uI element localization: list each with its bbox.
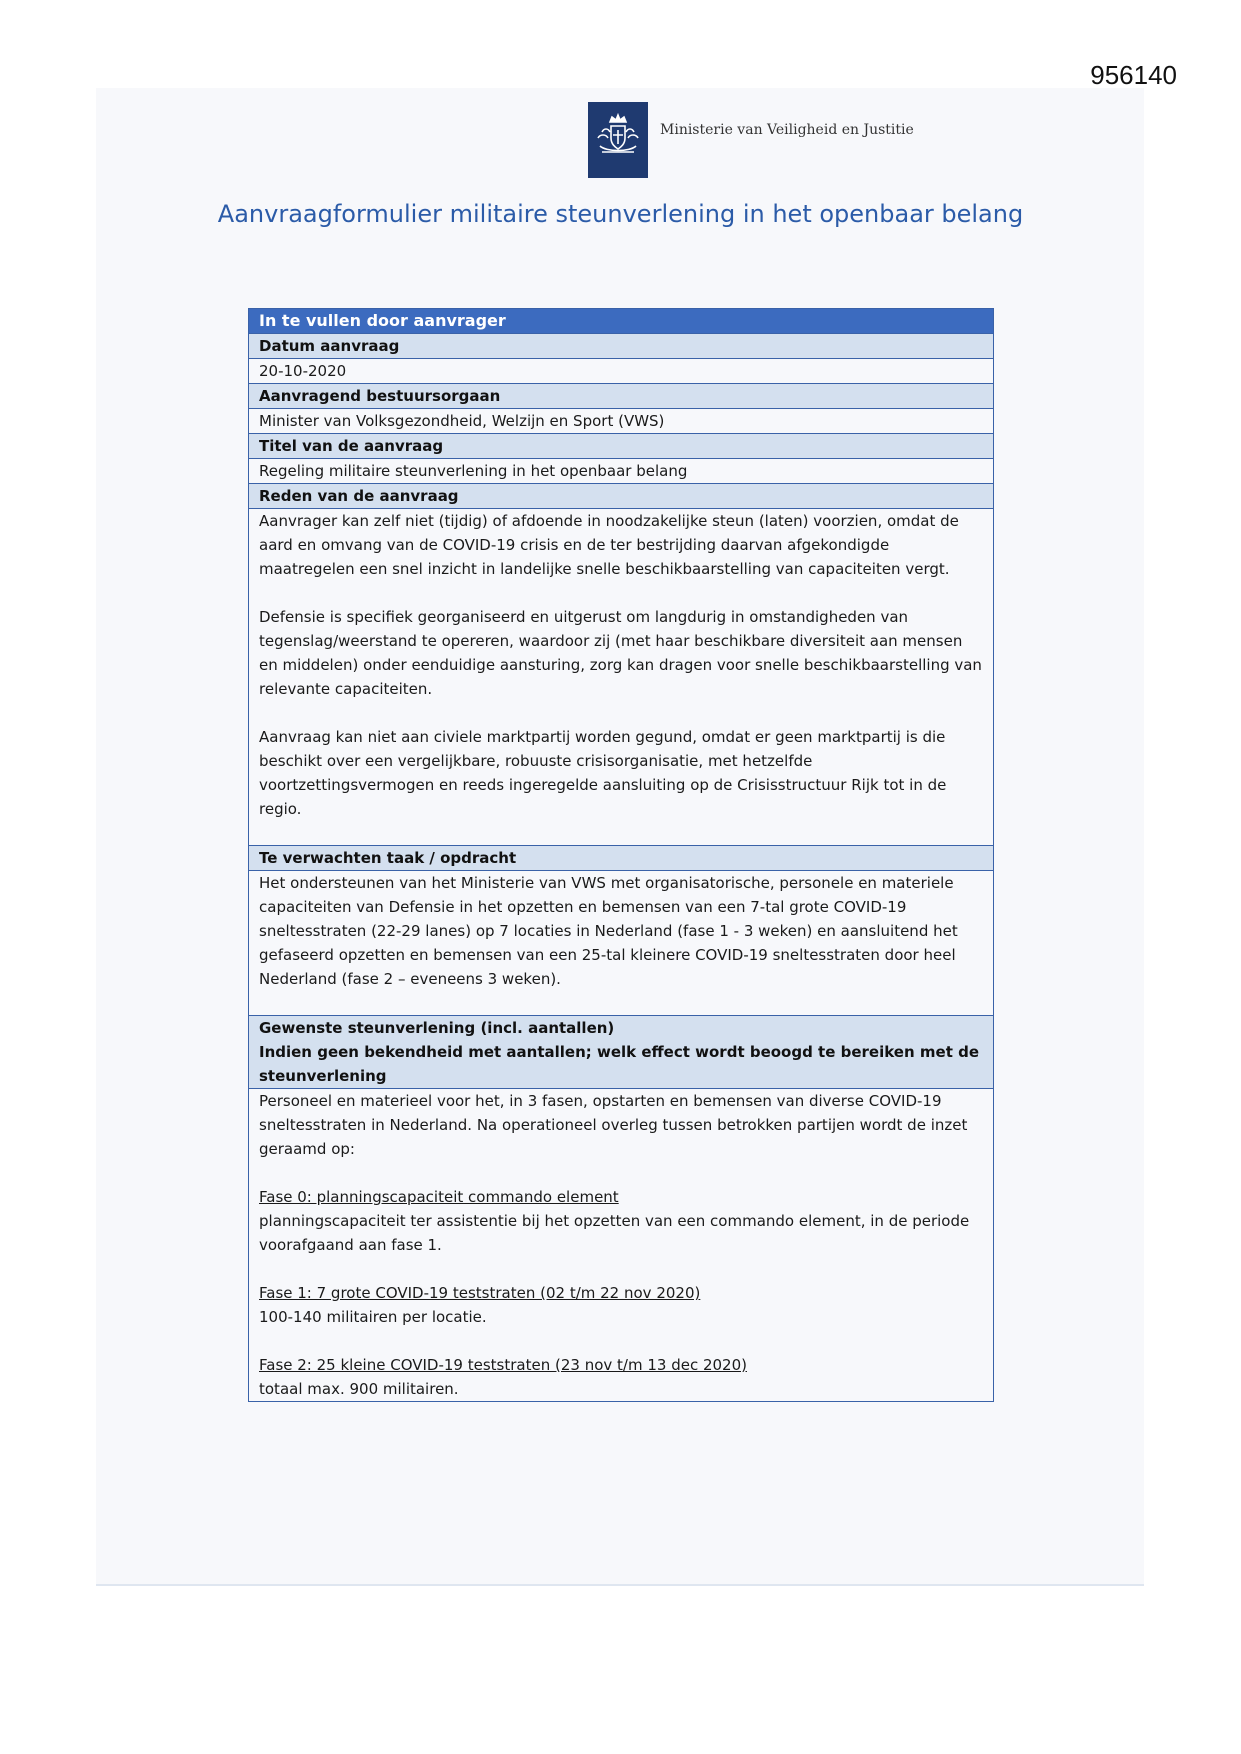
support-label-line: Gewenste steunverlening (incl. aantallen) [259,1019,615,1037]
support-value [249,1089,993,1401]
phase-text: planningscapaciteit ter assistentie bij het opzetten van een commando element, in de periode voorafgaand aan fase 1. [259,1212,970,1254]
scan-edge-line [96,1584,1144,1586]
phase-title: Fase 1: 7 grote COVID-19 teststraten (02 t/m 22 nov 2020) [259,1284,701,1302]
form-banner: In te vullen door aanvrager [249,309,993,333]
date-value: 20-10-2020 [259,362,347,380]
support-label [249,1015,993,1089]
task-value [249,871,993,1015]
phase-title: Fase 2: 25 kleine COVID-19 teststraten (23 nov t/m 13 dec 2020) [259,1356,747,1374]
ministry-name: Ministerie van Veiligheid en Justitie [660,122,914,138]
reason-label: Reden van de aanvraag [249,483,993,509]
support-label-line: Indien geen bekendheid met aantallen; welk effect wordt beoogd te bereiken met de steunverlening [259,1043,979,1085]
reason-paragraph: Aanvraag kan niet aan civiele marktpartij worden gegund, omdat er geen marktpartij is die beschikt over een vergelijkbare, robuuste crisisorganisatie, met hetzelfde voortzettingsvermogen en reeds ingeregelde aansluiting op de Crisisstructuur Rijk tot in de regio. [259,728,947,818]
reason-value [249,509,993,845]
task-label: Te verwachten taak / opdracht [249,845,993,871]
document-number: 956140 [1090,60,1177,90]
reason-paragraph: Defensie is specifiek georganiseerd en uitgerust om langdurig in omstandigheden van tegenslag/weerstand te opereren, waardoor zij (met haar beschikbare diversiteit aan mensen en middelen) onder eenduidige aansturing, zorg kan dragen voor snelle beschikbaarstelling van relevante capaciteiten. [259,608,982,698]
page-title: Aanvraagformulier militaire steunverlening in het openbaar belang [217,200,1024,228]
authority-label: Aanvragend bestuursorgaan [249,383,993,409]
request-title-value: Regeling militaire steunverlening in het openbaar belang [259,462,688,480]
phase-title: Fase 0: planningscapaciteit commando element [259,1188,619,1206]
task-paragraph: Het ondersteunen van het Ministerie van VWS met organisatorische, personele en materiele capaciteiten van Defensie in het opzetten en bemensen van een 7-tal grote COVID-19 sneltesstraten (22-29 lanes) op 7 locaties in Nederland (fase 1 - 3 weken) en aansluitend het gefaseerd opzetten en bemensen van een 25-tal kleinere COVID-19 sneltesstraten door heel Nederland (fase 2 – eveneens 3 weken). [259,874,958,988]
request-title-label: Titel van de aanvraag [249,433,993,459]
support-intro: Personeel en materieel voor het, in 3 fasen, opstarten en bemensen van diverse COVID-19 sneltesstraten in Nederland. Na operationeel overleg tussen betrokken partijen wordt de inzet geraamd op: [259,1092,968,1158]
coat-of-arms-icon [588,102,648,178]
authority-value: Minister van Volksgezondheid, Welzijn en Sport (VWS) [259,412,665,430]
phase-text: 100-140 militairen per locatie. [259,1308,487,1326]
reason-paragraph: Aanvrager kan zelf niet (tijdig) of afdoende in noodzakelijke steun (laten) voorzien, omdat de aard en omvang van de COVID-19 crisis en de ter bestrijding daarvan afgekondigde maatregelen een snel inzicht in landelijke snelle beschikbaarstelling van capaciteiten vergt. [259,512,959,578]
phase-text: totaal max. 900 militairen. [259,1380,459,1398]
date-label: Datum aanvraag [249,333,993,359]
request-form-table [248,308,994,1402]
